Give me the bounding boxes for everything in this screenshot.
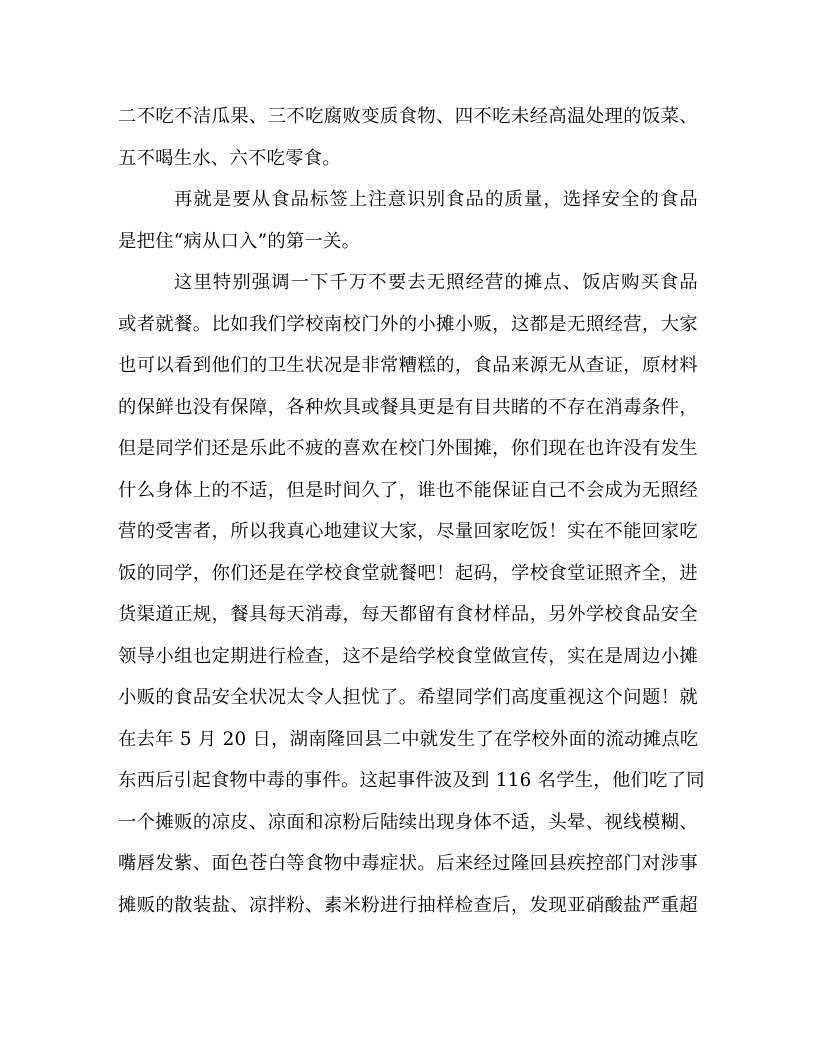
text-line: 领导小组也定期进行检查，这不是给学校食堂做宣传，实在是周边小摊 <box>118 645 698 667</box>
text-line: 也可以看到他们的卫生状况是非常糟糕的，食品来源无从查证，原材料 <box>118 355 698 376</box>
text-line: 一个摊贩的凉皮、凉面和凉粉后陆续出现身体不适，头晕、视线模糊、 <box>118 811 698 833</box>
text-line: 但是同学们还是乐此不疲的喜欢在校门外围摊，你们现在也许没有发生 <box>118 438 698 459</box>
text-line: 小贩的食品安全状况太令人担忧了。希望同学们高度重视这个问题！就 <box>118 687 698 708</box>
text-line: 营的受害者，所以我真心地建议大家，尽量回家吃饭！实在不能回家吃 <box>118 521 698 542</box>
text-line: 在去年 5 月 20 日，湖南隆回县二中就发生了在学校外面的流动摊点吃 <box>118 728 699 750</box>
text-line: 这里特别强调一下千万不要去无照经营的摊点、饭店购买食品 <box>174 272 698 293</box>
text-line: 五不喝生水、六不吃零食。 <box>118 147 341 169</box>
text-line: 货渠道正规，餐具每天消毒，每天都留有食材样品，另外学校食品安全 <box>118 604 698 625</box>
document-body <box>118 96 705 926</box>
text-line: 或者就餐。比如我们学校南校门外的小摊小贩，这都是无照经营，大家 <box>118 313 698 335</box>
text-line: 二不吃不洁瓜果、三不吃腐败变质食物、四不吃未经高温处理的饭菜、 <box>118 106 698 127</box>
text-line: 是把住“病从口入”的第一关。 <box>118 230 361 252</box>
text-line: 再就是要从食品标签上注意识别食品的质量，选择安全的食品 <box>174 189 698 210</box>
text-line: 摊贩的散装盐、凉拌粉、素米粉进行抽样检查后，发现亚硝酸盐严重超 <box>118 894 698 916</box>
text-line: 东西后引起食物中毒的事件。这起事件波及到 116 名学生，他们吃了同 <box>118 770 705 791</box>
text-line: 什么身体上的不适，但是时间久了，谁也不能保证自己不会成为无照经 <box>118 479 698 501</box>
text-line: 的保鲜也没有保障，各种炊具或餐具更是有目共睹的不存在消毒条件， <box>118 396 698 418</box>
text-line: 嘴唇发紫、面色苍白等食物中毒症状。后来经过隆回县疾控部门对涉事 <box>118 853 698 874</box>
text-line: 饭的同学，你们还是在学校食堂就餐吧！起码，学校食堂证照齐全，进 <box>118 562 698 584</box>
